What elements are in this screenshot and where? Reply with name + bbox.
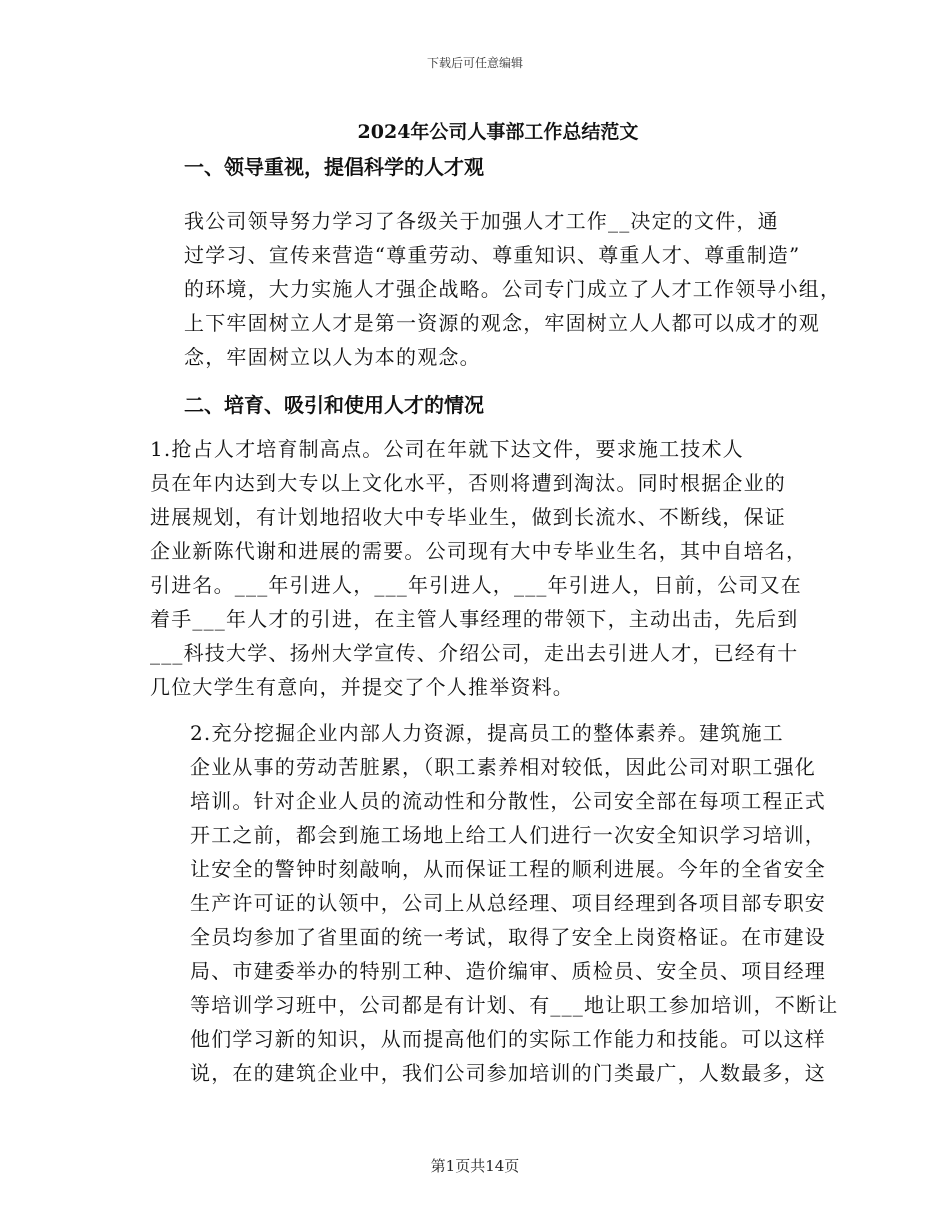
text-line: ___科技大学、扬州大学宣传、介绍公司，走出去引进人才，已经有十 (150, 641, 799, 665)
text-line: 培训。针对企业人员的流动性和分散性，公司安全部在每项工程正式 (190, 789, 826, 813)
text-line: 生产许可证的认领中，公司上从总经理、项目经理到各项目部专职安 (190, 891, 826, 915)
section-1-paragraph (144, 204, 842, 374)
page-number-footer: 第1页共14页 (430, 1157, 520, 1175)
text-line: 开工之前，都会到施工场地上给工人们进行一次安全知识学习培训， (190, 823, 826, 847)
text-line: 1.抢占人才培育制高点。公司在年就下达文件，要求施工技术人 (150, 437, 744, 461)
text-line: 说，在的建筑企业中，我们公司参加培训的门类最广，人数最多，这 (190, 1061, 826, 1085)
text-line: 引进名。___年引进人，___年引进人，___年引进人，日前，公司又在 (150, 573, 802, 597)
section-heading-2: 二、培育、吸引和使用人才的情况 (184, 393, 484, 417)
header-note: 下载后可任意编辑 (426, 56, 523, 70)
section-2-paragraph-2 (144, 716, 839, 1090)
text-line: 让安全的警钟时刻敲响，从而保证工程的顺利进展。今年的全省安全 (190, 857, 826, 881)
text-line: 着手___年人才的引进，在主管人事经理的带领下，主动出击，先后到 (150, 607, 799, 631)
text-line: 的环境，大力实施人才强企战略。公司专门成立了人才工作领导小组， (184, 277, 842, 301)
text-line: 全员均参加了省里面的统一考试，取得了安全上岗资格证。在市建设 (190, 925, 826, 949)
text-line: 2.充分挖掘企业内部人力资源，提高员工的整体素养。建筑施工 (190, 721, 784, 745)
text-line: 企业从事的劳动苦脏累，（职工素养相对较低，因此公司对职工强化 (190, 755, 816, 779)
text-line: 局、市建委举办的特别工种、造价编审、质检员、安全员、项目经理 (190, 959, 826, 983)
section-heading-1: 一、领导重视，提倡科学的人才观 (184, 155, 484, 179)
text-line: 过学习、宣传来营造“尊重劳动、尊重知识、尊重人才、尊重制造” (184, 243, 801, 267)
text-line: 等培训学习班中，公司都是有计划、有___地让职工参加培训，不断让 (190, 993, 839, 1017)
text-line: 进展规划，有计划地招收大中专毕业生，做到长流水、不断线，保证 (150, 505, 786, 529)
document-body (144, 150, 842, 1090)
text-line: 他们学习新的知识，从而提高他们的实际工作能力和技能。可以这样 (190, 1027, 826, 1051)
section-2-paragraph-1 (144, 432, 806, 704)
text-line: 念，牢固树立以人为本的观念。 (184, 345, 481, 369)
text-line: 上下牢固树立人才是第一资源的观念，牢固树立人人都可以成才的观 (184, 311, 820, 335)
text-line: 企业新陈代谢和进展的需要。公司现有大中专毕业生名，其中自培名， (150, 539, 808, 563)
document-title: 2024年公司人事部工作总结范文 (357, 121, 639, 143)
text-line: 员在年内达到大专以上文化水平，否则将遭到淘汰。同时根据企业的 (150, 471, 786, 495)
text-line: 几位大学生有意向，并提交了个人推举资料。 (150, 675, 574, 699)
text-line: 我公司领导努力学习了各级关于加强人才工作__决定的文件，通 (184, 209, 779, 233)
